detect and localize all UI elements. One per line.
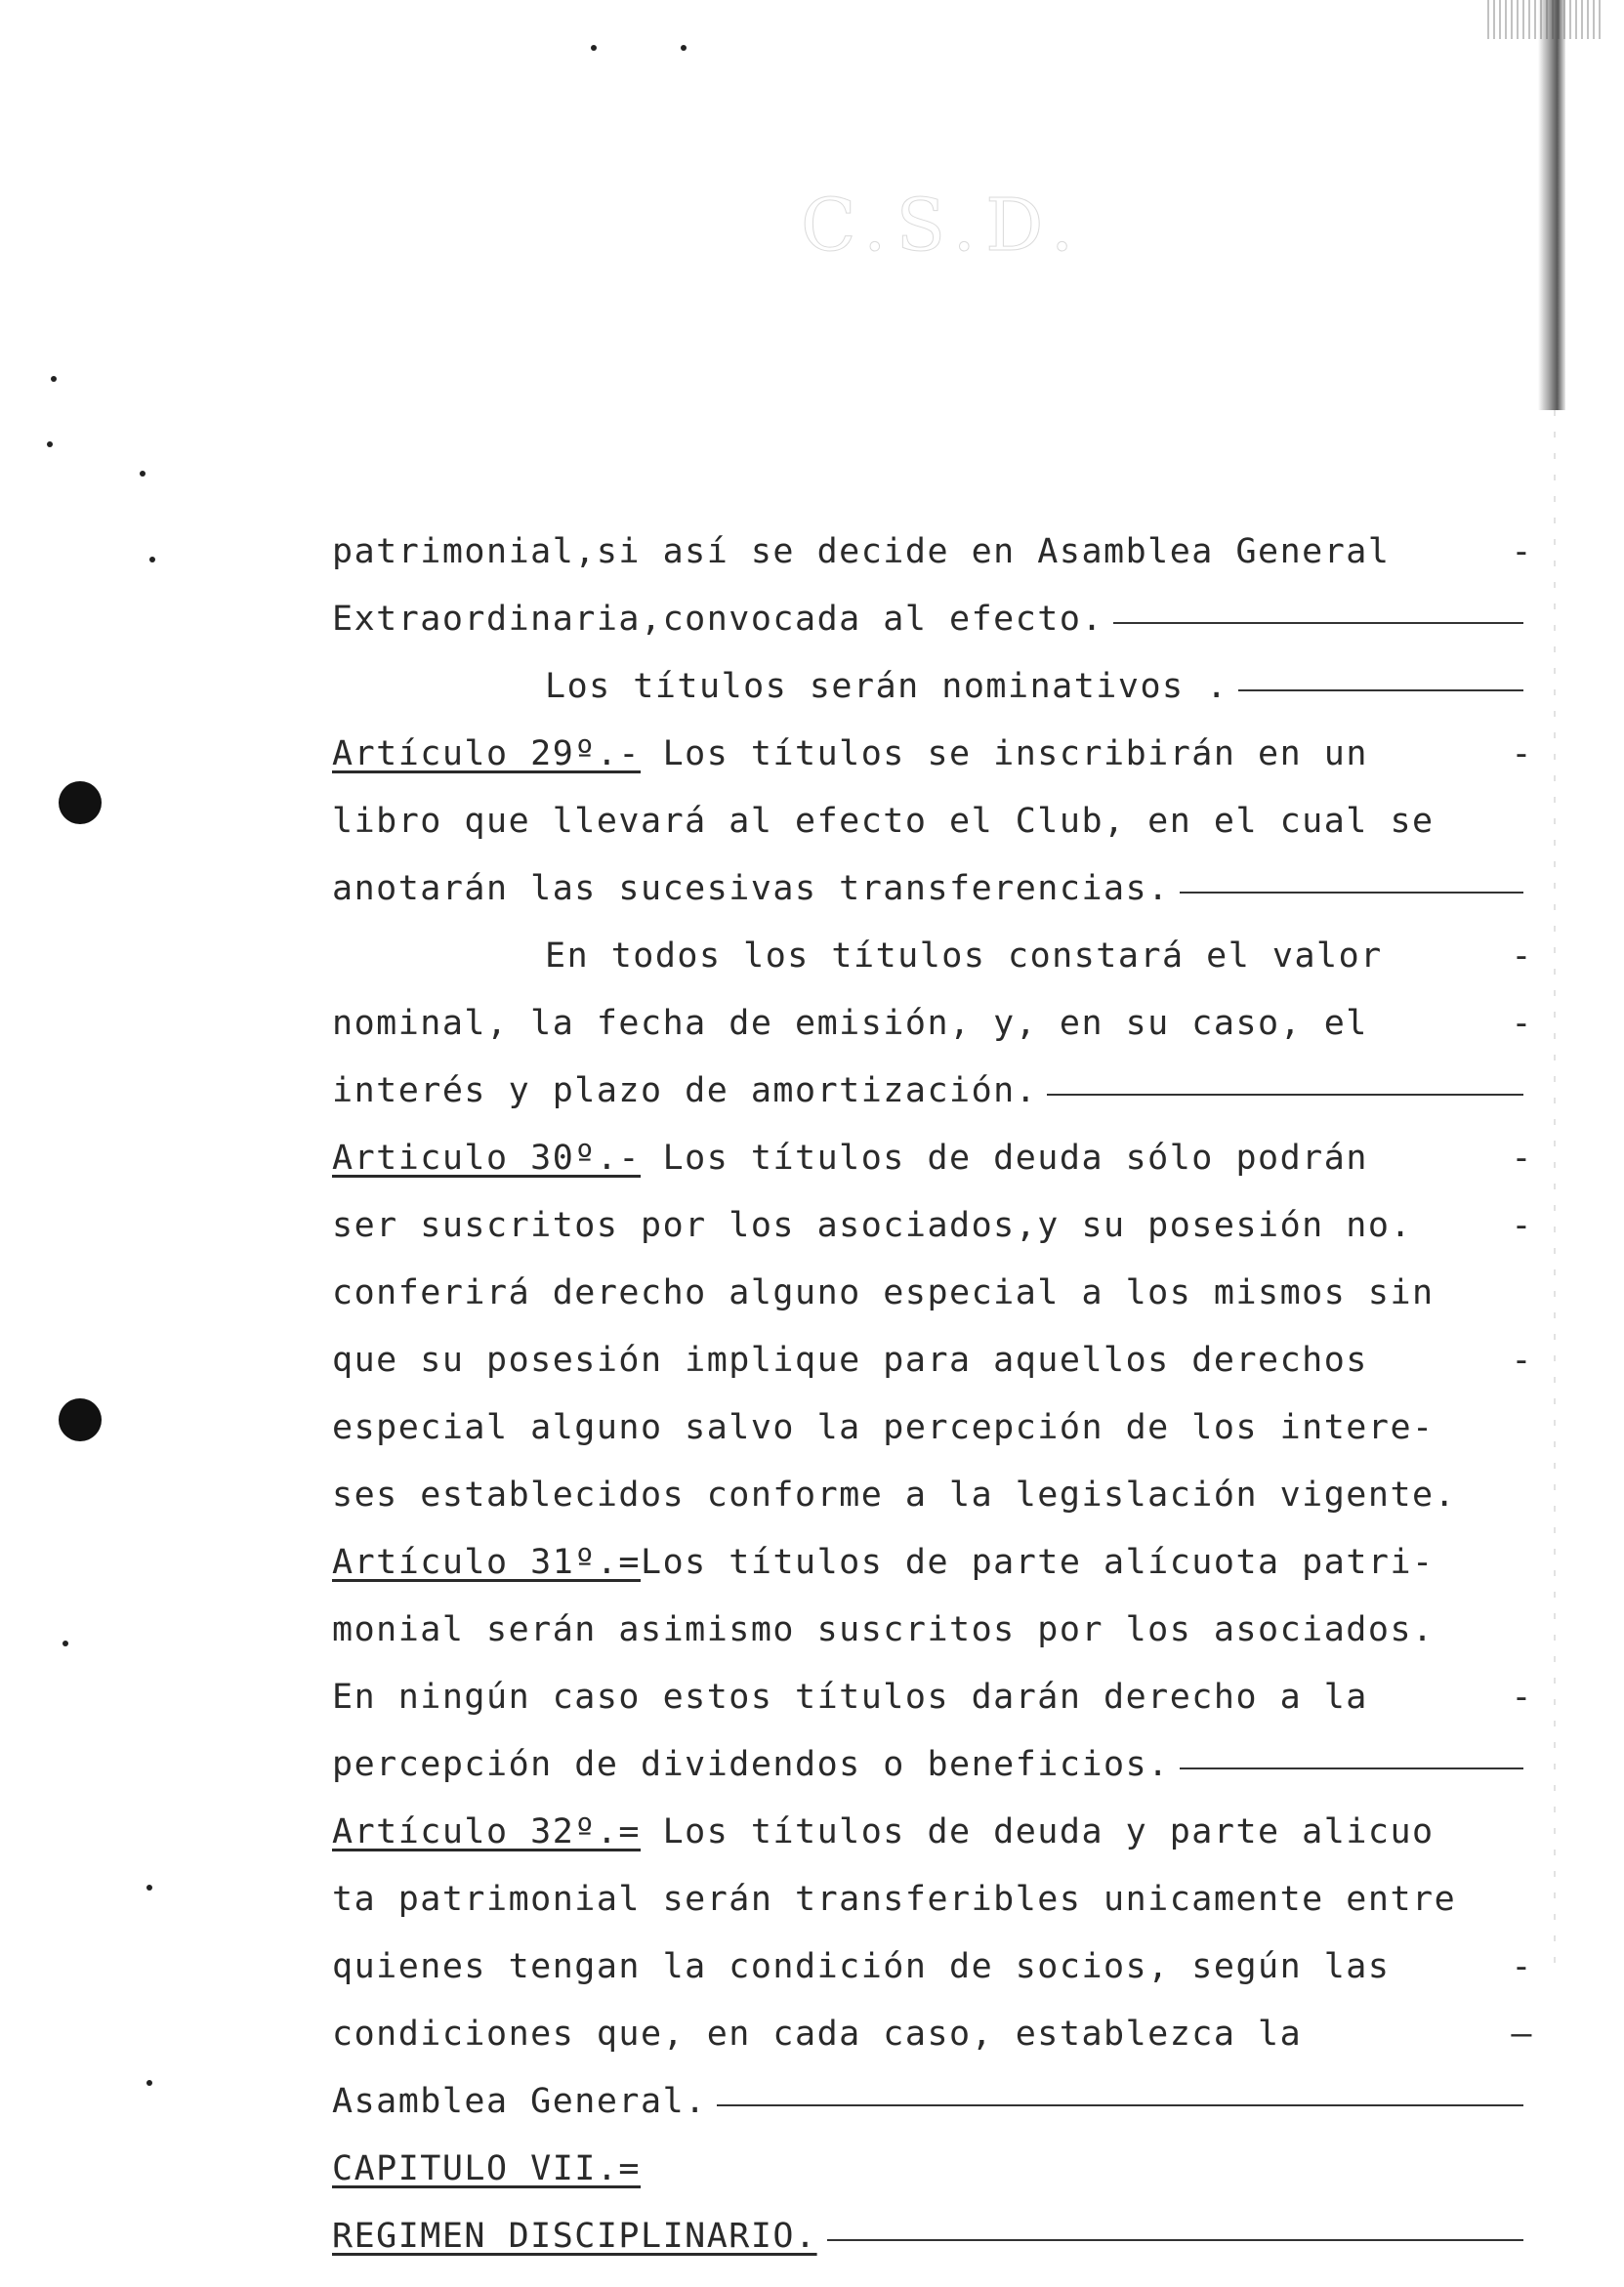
scan-dot <box>47 441 53 447</box>
line-text: Los títulos se inscribirán en un <box>641 733 1368 773</box>
line-text: quienes tengan la condición de socios, según las <box>332 1946 1391 1986</box>
fill-rule-line <box>1180 892 1523 894</box>
line-text: En todos los títulos constará el valor <box>545 936 1383 976</box>
line-text: conferirá derecho alguno especial a los mismos sin <box>332 1272 1435 1312</box>
text-line <box>332 1259 1533 1326</box>
line-text: Los títulos de deuda y parte alicuo <box>641 1811 1435 1851</box>
line-text: Asamblea General. <box>332 2081 707 2121</box>
scan-dot <box>591 45 597 51</box>
text-line <box>332 989 1533 1057</box>
text-line <box>332 1596 1533 1663</box>
line-end-dash: — <box>1511 2014 1533 2054</box>
line-end-dash: - <box>1511 733 1533 773</box>
article-heading: CAPITULO VII.= <box>332 2148 642 2188</box>
punch-hole-bottom <box>59 1398 102 1441</box>
fill-rule-line <box>827 2239 1523 2241</box>
text-line <box>332 1730 1533 1798</box>
punch-hole-top <box>59 781 102 824</box>
text-line <box>332 1461 1533 1528</box>
text-line <box>332 2000 1533 2067</box>
line-end-dash: - <box>1511 531 1533 571</box>
line-text: Los títulos de deuda sólo podrán <box>641 1138 1368 1178</box>
line-text: En ningún caso estos títulos darán derecho a la <box>332 1677 1368 1717</box>
scan-edge-shadow <box>1538 0 1565 410</box>
fill-rule-line <box>1238 689 1523 691</box>
scan-dot <box>62 1641 68 1646</box>
line-text: que su posesión implique para aquellos derechos <box>332 1340 1368 1380</box>
text-line <box>332 2067 1533 2135</box>
text-line <box>332 854 1533 922</box>
line-end-dash: - <box>1511 1946 1533 1986</box>
text-line <box>332 1191 1533 1259</box>
text-line <box>332 518 1533 585</box>
text-line <box>332 1057 1533 1124</box>
faint-stamp: C.S.D. <box>801 184 1084 268</box>
text-line <box>332 652 1533 720</box>
article-heading: Artículo 31º.= <box>332 1542 642 1582</box>
line-end-dash: - <box>1511 1205 1533 1245</box>
scan-dot <box>140 471 146 477</box>
fill-rule-line <box>1113 622 1523 624</box>
text-line <box>332 922 1533 989</box>
fill-rule-line <box>1047 1094 1523 1096</box>
text-line <box>332 1798 1533 1865</box>
line-end-dash: - <box>1511 1138 1533 1178</box>
line-text: anotarán las sucesivas transferencias. <box>332 868 1170 908</box>
line-end-dash: - <box>1511 1340 1533 1380</box>
line-text: Los títulos de parte alícuota patri- <box>641 1542 1435 1582</box>
line-text: especial alguno salvo la percepción de los intere- <box>332 1407 1435 1447</box>
article-heading: Artículo 32º.= <box>332 1811 642 1851</box>
text-line <box>332 2135 1533 2202</box>
typed-text-body <box>332 518 1533 2269</box>
line-text: nominal, la fecha de emisión, y, en su caso, el <box>332 1003 1368 1043</box>
line-end-dash: - <box>1511 1677 1533 1717</box>
scan-dot <box>681 45 687 51</box>
line-text: ta patrimonial serán transferibles unicamente entre <box>332 1879 1457 1919</box>
text-line <box>332 1393 1533 1461</box>
scan-dot <box>146 2080 152 2086</box>
text-line <box>332 585 1533 652</box>
line-text: libro que llevará al efecto el Club, en el cual se <box>332 801 1435 841</box>
text-line <box>332 720 1533 787</box>
line-text: percepción de dividendos o beneficios. <box>332 1744 1170 1784</box>
article-heading: REGIMEN DISCIPLINARIO. <box>332 2216 817 2256</box>
line-text: monial serán asimismo suscritos por los asociados. <box>332 1609 1435 1649</box>
text-line <box>332 1865 1533 1933</box>
scan-dot <box>51 376 57 382</box>
text-line <box>332 1124 1533 1191</box>
text-line <box>332 2202 1533 2269</box>
fill-rule-line <box>717 2104 1523 2106</box>
text-line <box>332 1528 1533 1596</box>
scan-dot <box>149 557 155 562</box>
line-text: Extraordinaria,convocada al efecto. <box>332 599 1104 639</box>
article-heading: Artículo 29º.- <box>332 733 642 773</box>
line-text: Los títulos serán nominativos . <box>545 666 1228 706</box>
line-text: interés y plazo de amortización. <box>332 1070 1038 1110</box>
text-line <box>332 1933 1533 2000</box>
line-text: patrimonial,si así se decide en Asamblea General <box>332 531 1391 571</box>
line-text: condiciones que, en cada caso, establezca la <box>332 2014 1303 2054</box>
article-heading: Articulo 30º.- <box>332 1138 642 1178</box>
line-end-dash: - <box>1511 936 1533 976</box>
fill-rule-line <box>1180 1767 1523 1769</box>
line-end-dash: - <box>1511 1003 1533 1043</box>
text-line <box>332 787 1533 854</box>
text-line <box>332 1663 1533 1730</box>
line-text: ser suscritos por los asociados,y su posesión no. <box>332 1205 1413 1245</box>
scan-edge-line <box>1554 410 1556 1973</box>
text-line <box>332 1326 1533 1393</box>
scan-dot <box>146 1885 152 1891</box>
line-text: ses establecidos conforme a la legislación vigente. <box>332 1475 1457 1515</box>
